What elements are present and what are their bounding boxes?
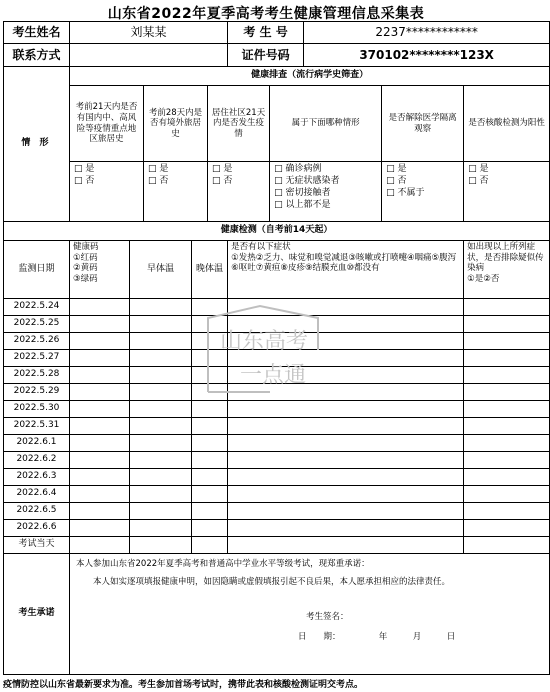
monitoring-row bbox=[4, 435, 550, 452]
option-no[interactable]: □ 否 bbox=[148, 176, 169, 187]
evening-temp-cell[interactable] bbox=[192, 384, 228, 401]
health-code-cell[interactable] bbox=[70, 537, 130, 554]
evening-temp-cell[interactable] bbox=[192, 316, 228, 333]
evening-temp-cell[interactable] bbox=[192, 537, 228, 554]
id-label: 证件号码 bbox=[228, 44, 304, 67]
evening-temp-cell[interactable] bbox=[192, 503, 228, 520]
morning-temp-header: 早体温 bbox=[130, 241, 192, 299]
screening-options-row bbox=[4, 162, 550, 222]
symptom-cell[interactable] bbox=[228, 299, 464, 316]
symptom-cell[interactable] bbox=[228, 537, 464, 554]
date-cell: 2022.6.2 bbox=[4, 452, 70, 469]
morning-temp-cell[interactable] bbox=[130, 384, 192, 401]
health-code-cell[interactable] bbox=[70, 452, 130, 469]
date-cell: 2022.6.5 bbox=[4, 503, 70, 520]
health-code-cell[interactable] bbox=[70, 367, 130, 384]
health-code-cell[interactable] bbox=[70, 435, 130, 452]
date-cell: 2022.6.3 bbox=[4, 469, 70, 486]
symptom-cell[interactable] bbox=[228, 503, 464, 520]
date-cell: 考试当天 bbox=[4, 537, 70, 554]
exclude-disease-cell[interactable] bbox=[464, 401, 550, 418]
signature-date-field[interactable]: 日 期： 年 月 日 bbox=[298, 631, 456, 642]
form-title: 山东省2022年夏季高考考生健康管理信息采集表 bbox=[107, 6, 425, 22]
question-case-type: 属于下面哪种情形 bbox=[270, 86, 382, 162]
morning-temp-cell[interactable] bbox=[130, 418, 192, 435]
health-code-cell[interactable] bbox=[70, 350, 130, 367]
date-cell: 2022.5.28 bbox=[4, 367, 70, 384]
pledge-row bbox=[4, 554, 550, 675]
option-yes[interactable]: □ 是 bbox=[468, 164, 489, 174]
morning-temp-cell[interactable] bbox=[130, 503, 192, 520]
contact-label: 联系方式 bbox=[4, 44, 70, 67]
exclude-disease-cell[interactable] bbox=[464, 520, 550, 537]
symptom-cell[interactable] bbox=[228, 486, 464, 503]
question-overseas-travel: 考前28天内是否有境外旅居史 bbox=[144, 86, 208, 162]
health-code-cell[interactable] bbox=[70, 503, 130, 520]
option-yes[interactable]: □ 是 bbox=[386, 164, 407, 174]
evening-temp-cell[interactable] bbox=[192, 333, 228, 350]
date-cell: 2022.5.24 bbox=[4, 299, 70, 316]
question-quarantine-released: 是否解除医学隔离观察 bbox=[382, 86, 464, 162]
info-row-1 bbox=[4, 22, 550, 44]
symptom-cell[interactable] bbox=[228, 520, 464, 537]
date-cell: 2022.5.31 bbox=[4, 418, 70, 435]
symptom-cell[interactable] bbox=[228, 384, 464, 401]
options-community-outbreak bbox=[208, 162, 270, 222]
monitoring-row bbox=[4, 418, 550, 435]
date-cell: 2022.5.27 bbox=[4, 350, 70, 367]
exclude-disease-cell[interactable] bbox=[464, 435, 550, 452]
morning-temp-cell[interactable] bbox=[130, 469, 192, 486]
date-cell: 2022.5.25 bbox=[4, 316, 70, 333]
info-row-2 bbox=[4, 44, 550, 67]
exclude-disease-cell[interactable] bbox=[464, 350, 550, 367]
monitoring-row bbox=[4, 469, 550, 486]
morning-temp-cell[interactable] bbox=[130, 350, 192, 367]
morning-temp-cell[interactable] bbox=[130, 333, 192, 350]
question-community-outbreak: 居住社区21天内是否发生疫情 bbox=[208, 86, 270, 162]
evening-temp-cell[interactable] bbox=[192, 486, 228, 503]
morning-temp-cell[interactable] bbox=[130, 401, 192, 418]
health-code-header: 健康码 ①红码 ②黄码 ③绿码 bbox=[70, 241, 130, 299]
option-close-contact[interactable]: □ 密切接触者 bbox=[274, 188, 331, 199]
option-no[interactable]: □ 否 bbox=[74, 176, 95, 187]
options-domestic-travel bbox=[70, 162, 144, 222]
monitoring-header-row bbox=[4, 241, 550, 299]
option-not-applicable[interactable]: □ 不属于 bbox=[386, 188, 425, 199]
exclude-disease-cell[interactable] bbox=[464, 367, 550, 384]
exclude-disease-cell[interactable] bbox=[464, 316, 550, 333]
monitoring-row bbox=[4, 452, 550, 469]
monitoring-row bbox=[4, 486, 550, 503]
options-overseas-travel bbox=[144, 162, 208, 222]
option-yes[interactable]: □ 是 bbox=[74, 164, 95, 174]
date-cell: 2022.6.1 bbox=[4, 435, 70, 452]
evening-temp-cell[interactable] bbox=[192, 452, 228, 469]
symptom-header: 是否有以下症状 ①发热②乏力、味觉和嗅觉减退③咳嗽或打喷嚏④咽痛⑤腹泻⑥呕吐⑦黄疸⑧皮疹⑨结膜充血⑩都没有 bbox=[228, 241, 464, 299]
symptom-cell[interactable] bbox=[228, 418, 464, 435]
monitoring-row bbox=[4, 537, 550, 554]
monitoring-row bbox=[4, 333, 550, 350]
name-value[interactable]: 刘某某 bbox=[70, 22, 228, 44]
evening-temp-cell[interactable] bbox=[192, 469, 228, 486]
monitoring-row bbox=[4, 350, 550, 367]
evening-temp-header: 晚体温 bbox=[192, 241, 228, 299]
monitoring-rows bbox=[4, 299, 550, 554]
screening-section-title: 健康排查（流行病学史筛查） bbox=[70, 67, 550, 86]
option-no[interactable]: □ 否 bbox=[212, 176, 233, 187]
exclude-disease-cell[interactable] bbox=[464, 486, 550, 503]
symptom-cell[interactable] bbox=[228, 401, 464, 418]
option-yes[interactable]: □ 是 bbox=[212, 164, 233, 174]
exclude-disease-cell[interactable] bbox=[464, 418, 550, 435]
exclude-disease-cell[interactable] bbox=[464, 469, 550, 486]
exclude-disease-header: 如出现以上所列症状，是否排除疑似传染病 ①是②否 bbox=[464, 241, 550, 299]
symptom-cell[interactable] bbox=[228, 435, 464, 452]
morning-temp-cell[interactable] bbox=[130, 537, 192, 554]
signature-field[interactable]: 考生签名： bbox=[306, 612, 349, 623]
screening-side-label: 情 形 bbox=[4, 67, 70, 222]
evening-temp-cell[interactable] bbox=[192, 435, 228, 452]
date-cell: 2022.5.30 bbox=[4, 401, 70, 418]
question-domestic-travel: 考前21天内是否有国内中、高风险等疫情重点地区旅居史 bbox=[70, 86, 144, 162]
pledge-label: 考生承诺 bbox=[4, 554, 70, 675]
exclude-disease-cell[interactable] bbox=[464, 333, 550, 350]
pledge-line-1: 本人参加山东省2022年夏季高考和普通高中学业水平等级考试，现郑重承诺： bbox=[76, 559, 370, 569]
health-form-table bbox=[3, 21, 550, 675]
exclude-disease-cell[interactable] bbox=[464, 537, 550, 554]
date-cell: 2022.5.26 bbox=[4, 333, 70, 350]
option-asymptomatic[interactable]: □ 无症状感染者 bbox=[274, 176, 340, 187]
footer-note: 疫情防控以山东省最新要求为准。考生参加首场考试时，携带此表和核酸检测证明交考点。 bbox=[3, 680, 364, 690]
exclude-disease-cell[interactable] bbox=[464, 503, 550, 520]
monitoring-row bbox=[4, 316, 550, 333]
health-code-cell[interactable] bbox=[70, 486, 130, 503]
option-no[interactable]: □ 否 bbox=[468, 176, 489, 187]
evening-temp-cell[interactable] bbox=[192, 350, 228, 367]
options-quarantine-released bbox=[382, 162, 464, 222]
option-yes[interactable]: □ 是 bbox=[148, 164, 169, 174]
morning-temp-cell[interactable] bbox=[130, 367, 192, 384]
evening-temp-cell[interactable] bbox=[192, 299, 228, 316]
evening-temp-cell[interactable] bbox=[192, 520, 228, 537]
symptom-cell[interactable] bbox=[228, 333, 464, 350]
option-confirmed[interactable]: □ 确诊病例 bbox=[274, 164, 322, 174]
date-header: 监测日期 bbox=[4, 241, 70, 299]
evening-temp-cell[interactable] bbox=[192, 401, 228, 418]
exclude-disease-cell[interactable] bbox=[464, 299, 550, 316]
name-label: 考生姓名 bbox=[4, 22, 70, 44]
health-code-cell[interactable] bbox=[70, 299, 130, 316]
morning-temp-cell[interactable] bbox=[130, 316, 192, 333]
options-case-type bbox=[270, 162, 382, 222]
health-code-cell[interactable] bbox=[70, 401, 130, 418]
evening-temp-cell[interactable] bbox=[192, 367, 228, 384]
symptom-cell[interactable] bbox=[228, 316, 464, 333]
pledge-line-2: 本人如实逐项填报健康申明，如因隐瞒或虚假填报引起不良后果，本人愿承担相应的法律责任。 bbox=[93, 576, 451, 587]
exclude-disease-cell[interactable] bbox=[464, 384, 550, 401]
morning-temp-cell[interactable] bbox=[130, 486, 192, 503]
screening-question-row bbox=[4, 86, 550, 162]
symptom-cell[interactable] bbox=[228, 350, 464, 367]
exam-no-value[interactable]: 2237************ bbox=[304, 22, 550, 44]
question-nucleic-positive: 是否核酸检测为阳性 bbox=[464, 86, 550, 162]
health-code-cell[interactable] bbox=[70, 333, 130, 350]
monitoring-row bbox=[4, 367, 550, 384]
health-code-cell[interactable] bbox=[70, 418, 130, 435]
health-code-cell[interactable] bbox=[70, 469, 130, 486]
date-cell: 2022.5.29 bbox=[4, 384, 70, 401]
health-code-cell[interactable] bbox=[70, 384, 130, 401]
exclude-disease-cell[interactable] bbox=[464, 452, 550, 469]
health-code-cell[interactable] bbox=[70, 520, 130, 537]
morning-temp-cell[interactable] bbox=[130, 520, 192, 537]
monitoring-row bbox=[4, 401, 550, 418]
watermark-line-2: 一点通 bbox=[240, 363, 307, 388]
symptom-cell[interactable] bbox=[228, 367, 464, 384]
health-code-cell[interactable] bbox=[70, 316, 130, 333]
symptom-cell[interactable] bbox=[228, 469, 464, 486]
symptom-cell[interactable] bbox=[228, 452, 464, 469]
watermark-line-1: 山东高考 bbox=[220, 329, 309, 354]
monitoring-title-row bbox=[4, 222, 550, 241]
screening-title-row bbox=[4, 67, 550, 86]
morning-temp-cell[interactable] bbox=[130, 299, 192, 316]
morning-temp-cell[interactable] bbox=[130, 452, 192, 469]
exam-no-label: 考 生 号 bbox=[228, 22, 304, 44]
date-cell: 2022.6.4 bbox=[4, 486, 70, 503]
monitoring-row bbox=[4, 384, 550, 401]
options-nucleic-positive bbox=[464, 162, 550, 222]
monitoring-section-title: 健康检测（自考前14天起） bbox=[4, 222, 550, 241]
option-none-of-above[interactable]: □ 以上都不是 bbox=[274, 200, 331, 211]
monitoring-row bbox=[4, 520, 550, 537]
id-value[interactable]: 370102********123X bbox=[304, 44, 550, 67]
pledge-content bbox=[70, 554, 550, 675]
monitoring-row bbox=[4, 503, 550, 520]
evening-temp-cell[interactable] bbox=[192, 418, 228, 435]
morning-temp-cell[interactable] bbox=[130, 435, 192, 452]
contact-value[interactable] bbox=[70, 44, 228, 67]
option-no[interactable]: □ 否 bbox=[386, 176, 407, 187]
monitoring-row bbox=[4, 299, 550, 316]
date-cell: 2022.6.6 bbox=[4, 520, 70, 537]
